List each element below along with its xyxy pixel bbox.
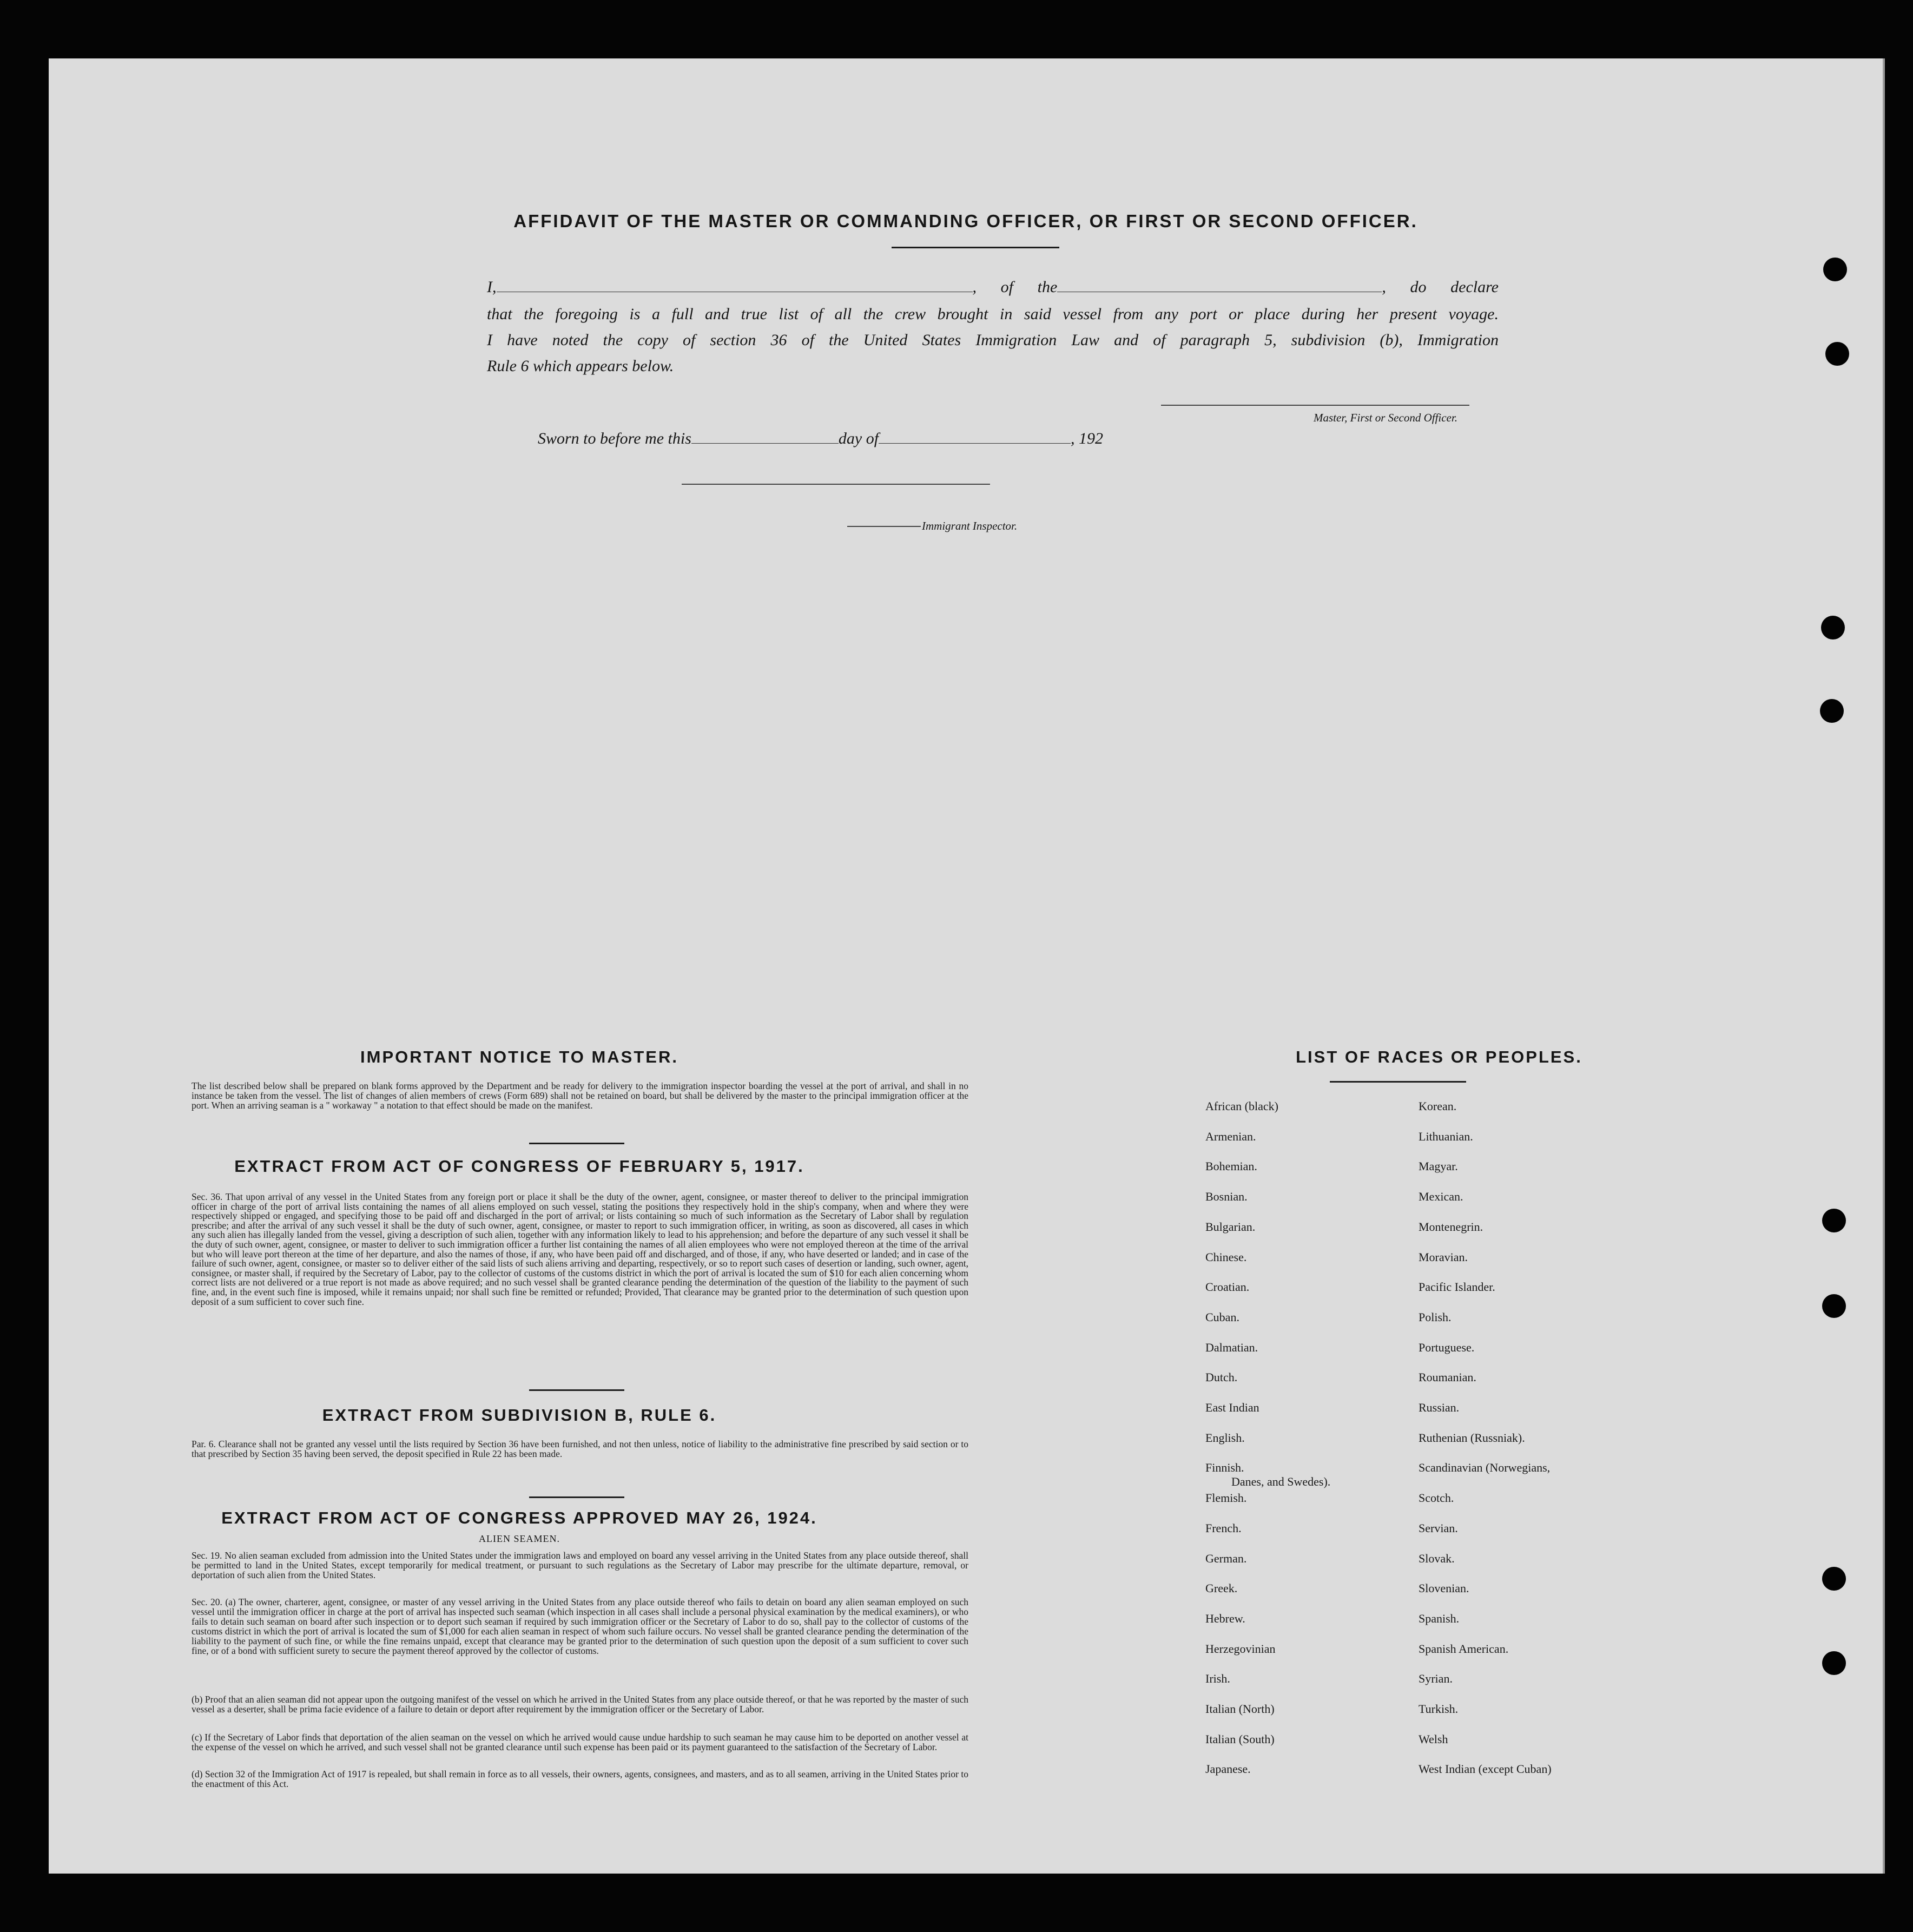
race-item: Italian (South) bbox=[1205, 1732, 1275, 1746]
race-item: Turkish. bbox=[1419, 1702, 1459, 1716]
alien-seamen-subtitle: ALIEN SEAMEN. bbox=[479, 1533, 560, 1544]
sec20b-body: (b) Proof that an alien seaman did not appear upon the outgoing manifest of the vessel on which he arrived in the United States from any place outside thereof, or that he was reported by the master of such vessel as a deserter, shall be prima facie evidence of a failure to detain or deport after requirement by the immigration officer or the Secretary of Labor. bbox=[192, 1694, 968, 1715]
race-item: Korean. bbox=[1419, 1099, 1457, 1113]
race-item: Welsh bbox=[1419, 1732, 1448, 1746]
race-item: Slovak. bbox=[1419, 1551, 1455, 1565]
divider-3 bbox=[529, 1496, 624, 1498]
of-the-label: , of the bbox=[972, 278, 1058, 296]
race-item: Lithuanian. bbox=[1419, 1129, 1473, 1143]
race-item: Irish. bbox=[1205, 1672, 1230, 1686]
sec19-body: Sec. 19. No alien seaman excluded from admission into the United States under the immigration laws and employed on board any vessel arriving in the United States from any place outside thereof, shall be permitted to land in the United States, except temporarily for medical treatment, or pursuant to such regulations as the Secretary of Labor may prescribe for the ultimate departure, removal, or deportation of such alien from the United States. bbox=[192, 1550, 968, 1580]
punch-hole bbox=[1821, 616, 1845, 639]
punch-hole bbox=[1820, 699, 1844, 723]
sec20c-body: (c) If the Secretary of Labor finds that deportation of the alien seaman on the vessel on which he arrived would cause undue hardship to such seaman he may cause him to be deported on another vessel at the expense of the vessel on which he arrived, and such vessel shall not be granted clearance until such expense has been paid or its payment guaranteed to the satisfaction of the Secretary of Labor. bbox=[192, 1732, 968, 1752]
races-underline bbox=[1330, 1081, 1466, 1083]
race-item: Herzegovinian bbox=[1205, 1641, 1276, 1656]
name-blank[interactable] bbox=[497, 291, 973, 292]
race-item: Dutch. bbox=[1205, 1370, 1238, 1384]
race-item: Polish. bbox=[1419, 1310, 1452, 1324]
race-item: Pacific Islander. bbox=[1419, 1280, 1495, 1294]
sworn-day-blank[interactable] bbox=[691, 443, 839, 444]
race-item: Bosnian. bbox=[1205, 1190, 1248, 1204]
race-item: Chinese. bbox=[1205, 1250, 1247, 1264]
race-item: Russian. bbox=[1419, 1401, 1460, 1414]
race-item: African (black) bbox=[1205, 1099, 1278, 1113]
master-signature-line[interactable] bbox=[1161, 405, 1469, 406]
extract-rule6-body: Par. 6. Clearance shall not be granted any vessel until the lists required by Section 36 have been furnished, and not then unless, notice of liability to the administrative fine prescribed by said section or to that prescribed by Section 35 having been served, the deposit specified in Rule 22 has been made. bbox=[192, 1439, 968, 1459]
race-item: Danes, and Swedes). bbox=[1231, 1475, 1331, 1489]
race-item: Dalmatian. bbox=[1205, 1340, 1258, 1354]
race-item: Moravian. bbox=[1419, 1250, 1468, 1264]
race-item: Magyar. bbox=[1419, 1159, 1458, 1173]
race-item: Italian (North) bbox=[1205, 1702, 1275, 1716]
race-item: Hebrew. bbox=[1205, 1611, 1245, 1625]
master-signature-label: Master, First or Second Officer. bbox=[1314, 411, 1457, 424]
sworn-line bbox=[538, 430, 1103, 448]
i-label: I, bbox=[487, 278, 497, 296]
extract-1917-title: EXTRACT FROM ACT OF CONGRESS OF FEBRUARY 5, 1917. bbox=[234, 1157, 804, 1176]
punch-hole bbox=[1822, 1567, 1846, 1591]
race-item: Slovenian. bbox=[1419, 1581, 1469, 1595]
race-item: Bohemian. bbox=[1205, 1159, 1257, 1173]
punch-hole bbox=[1822, 1209, 1846, 1232]
race-item: Greek. bbox=[1205, 1581, 1238, 1595]
races-title: LIST OF RACES OR PEOPLES. bbox=[1296, 1047, 1582, 1066]
sec20d-body: (d) Section 32 of the Immigration Act of 1917 is repealed, but shall remain in force as to all vessels, their owners, agents, consignees, and masters, and as to all seamen, arriving in the United States prior to the enactment of this Act. bbox=[192, 1769, 968, 1789]
punch-hole bbox=[1822, 1294, 1846, 1318]
race-item: German. bbox=[1205, 1551, 1247, 1565]
year-label: , 192 bbox=[1071, 430, 1104, 447]
declaration-line-1 bbox=[487, 278, 1499, 296]
punch-hole bbox=[1822, 1651, 1846, 1675]
race-item: Roumanian. bbox=[1419, 1370, 1476, 1384]
race-item: Spanish. bbox=[1419, 1611, 1460, 1625]
race-item: Spanish American. bbox=[1419, 1641, 1509, 1656]
sec20a-body: Sec. 20. (a) The owner, charterer, agent, consignee, or master of any vessel arriving in the United States from any place outside thereof who fails to detain on board any alien seaman employed on such vessel until the immigration officer in charge at the port of arrival has inspected such seaman (which inspection in all cases shall include a personal physical examination by the medical examiners), or who fails to detain such seaman on board after such inspection or to deport such seaman if required by such immigration officer or the Secretary of Labor to do so, shall pay to the collector of customs of the customs district in which the port of arrival is located the sum of $1,000 for each alien seaman in respect of whom such failure occurs. No vessel shall be granted clearance pending the determination of the liability to the payment of such fine, or while the fine remains unpaid, except that clearance may be granted prior to the determination of such question upon the deposit of a sum sufficient to cover such fine, or of a bond with sufficient surety to secure the payment thereof approved by the collector of customs. bbox=[192, 1597, 968, 1656]
race-item: Servian. bbox=[1419, 1521, 1458, 1535]
race-item: Scotch. bbox=[1419, 1491, 1454, 1505]
race-item: East Indian bbox=[1205, 1401, 1259, 1414]
race-item: Bulgarian. bbox=[1205, 1219, 1256, 1234]
race-item: West Indian (except Cuban) bbox=[1419, 1762, 1552, 1776]
race-item: Ruthenian (Russniak). bbox=[1419, 1430, 1525, 1445]
race-item: Syrian. bbox=[1419, 1672, 1453, 1686]
declaration-line-3: I have noted the copy of section 36 of the United States Immigration Law and of paragraph 5, subdivision (b), Immigration bbox=[487, 331, 1499, 349]
race-item: Montenegrin. bbox=[1419, 1219, 1483, 1234]
extract-rule6-title: EXTRACT FROM SUBDIVISION B, RULE 6. bbox=[322, 1406, 717, 1425]
declaration-line-4: Rule 6 which appears below. bbox=[487, 357, 674, 375]
punch-hole bbox=[1825, 342, 1849, 366]
day-of-label: day of bbox=[838, 430, 879, 447]
race-item: Japanese. bbox=[1205, 1762, 1251, 1776]
divider-2 bbox=[529, 1389, 624, 1391]
month-blank[interactable] bbox=[879, 443, 1071, 444]
extract-1917-body: Sec. 36. That upon arrival of any vessel in the United States from any foreign port or place it shall be the duty of the owner, agent, consignee, or master thereof to deliver to the principal immigration officer in charge of the port of arrival lists containing the names of all aliens employed on such vessel, stating the positions they respectively hold in the ship's company, when and where they were respectively shipped or engaged, and specifying those to be paid off and discharged in the port of arrival; or lists containing so much of such information as the Secretary of Labor shall by regulation prescribe; and after the arrival of any such vessel it shall be the duty of such owner, agent, consignee, or master to report to such immigration officer, in writing, as soon as discovered, all cases in which any such alien has illegally landed from the vessel, giving a description of such alien, together with any information likely to lead to his apprehension; and before the departure of any such vessel it shall be the duty of such owner, agent, consignee, or master to deliver to such immigration officer a further list containing the names of all alien employees who were not employed thereon at the time of the arrival but who will leave port thereon at the time of her departure, and also the names of those, if any, who have been paid off and discharged, and of those, if any, who have deserted or landed; and in case of the failure of such owner, agent, consignee, or master so to deliver either of the said lists of such aliens arriving and departing, respectively, or so to report such cases of desertion or landing, such owner, agent, consignee, or master shall, if required by the Secretary of Labor, pay to the collector of customs of the customs district in which the port of arrival is located the sum of $10 for each alien concerning whom correct lists are not delivered or a true report is not made as above required; and no such vessel shall be granted clearance pending the determination of the question of the liability to the payment of such fine, and, in the event such fine is imposed, while it remains unpaid; nor shall such fine be remitted or refunded; Provided, That clearance may be granted prior to the determination of such question upon deposit of a sum sufficient to cover such fine. bbox=[192, 1191, 968, 1307]
race-item: Armenian. bbox=[1205, 1129, 1256, 1143]
race-item: Finnish. bbox=[1205, 1461, 1244, 1475]
inspector-signature-line[interactable] bbox=[682, 484, 990, 485]
inspector-short-line bbox=[847, 526, 921, 527]
do-declare-label: , do declare bbox=[1382, 278, 1499, 296]
affidavit-title: AFFIDAVIT OF THE MASTER OR COMMANDING OFFICER, OR FIRST OR SECOND OFFICER. bbox=[513, 211, 1418, 231]
race-item: Flemish. bbox=[1205, 1491, 1247, 1505]
sworn-label: Sworn to before me this bbox=[538, 430, 691, 447]
race-item: Portuguese. bbox=[1419, 1340, 1475, 1354]
race-item: French. bbox=[1205, 1521, 1242, 1535]
race-item: Cuban. bbox=[1205, 1310, 1239, 1324]
form-page bbox=[49, 58, 1885, 1874]
race-item: Croatian. bbox=[1205, 1280, 1250, 1294]
declaration-line-2: that the foregoing is a full and true list of all the crew brought in said vessel from any port or place during her present voyage. bbox=[487, 305, 1499, 323]
extract-1924-title: EXTRACT FROM ACT OF CONGRESS APPROVED MAY 26, 1924. bbox=[221, 1508, 817, 1527]
divider-1 bbox=[529, 1143, 624, 1144]
title-underline bbox=[892, 247, 1059, 248]
vessel-blank[interactable] bbox=[1057, 291, 1382, 292]
race-item: English. bbox=[1205, 1430, 1245, 1445]
notice-body: The list described below shall be prepared on blank forms approved by the Department and be ready for delivery to the immigration inspector boarding the vessel at the port of arrival, and shall in no instance be taken from the vessel. The list of changes of alien members of crews (Form 689) shall not be retained on board, but shall be delivered by the master to the principal immigration officer at the port. When an arriving seaman is a " workaway " a notation to that effect should be made on the manifest. bbox=[192, 1080, 968, 1111]
punch-hole bbox=[1823, 258, 1847, 281]
race-item: Scandinavian (Norwegians, bbox=[1419, 1461, 1551, 1475]
race-item: Mexican. bbox=[1419, 1190, 1463, 1204]
notice-title: IMPORTANT NOTICE TO MASTER. bbox=[360, 1047, 678, 1066]
inspector-label: Immigrant Inspector. bbox=[922, 519, 1018, 532]
